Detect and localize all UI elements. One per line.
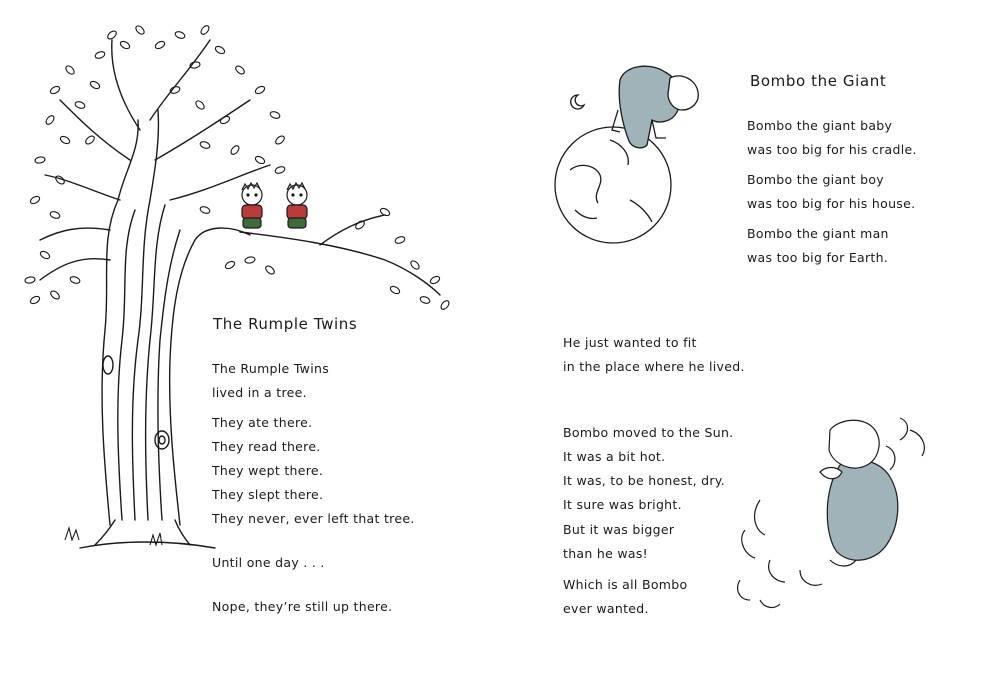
poem-title-bombo-the-giant: Bombo the Giant bbox=[750, 72, 887, 90]
poem-line: They slept there. bbox=[212, 487, 324, 502]
poem-line: But it was bigger bbox=[563, 522, 675, 537]
bombo-stanza-5 bbox=[563, 421, 733, 517]
poem-line: They read there. bbox=[212, 439, 321, 454]
poem-line: It sure was bright. bbox=[563, 497, 682, 512]
poem-line: Bombo the giant boy bbox=[747, 172, 884, 187]
rumple-twins bbox=[242, 183, 307, 228]
poem-line: They never, ever left that tree. bbox=[212, 511, 415, 526]
poem-line: He just wanted to fit bbox=[563, 335, 697, 350]
giant-head bbox=[668, 76, 698, 110]
earth-globe bbox=[555, 127, 671, 243]
poem-line: was too big for his cradle. bbox=[747, 142, 917, 157]
moon-crescent bbox=[571, 95, 584, 109]
poem-line: They wept there. bbox=[212, 463, 324, 478]
poem-line: Bombo moved to the Sun. bbox=[563, 425, 734, 440]
bombo-stanza-3 bbox=[747, 222, 889, 270]
tree-leaves bbox=[25, 24, 451, 311]
poem-line: in the place where he lived. bbox=[563, 359, 745, 374]
rumple-stanza-2 bbox=[212, 411, 415, 531]
poem-line: They ate there. bbox=[212, 415, 313, 430]
poem-line: ever wanted. bbox=[563, 601, 649, 616]
poem-line: The Rumple Twins bbox=[212, 361, 330, 376]
bombo-stanza-2 bbox=[747, 168, 915, 216]
rumple-stanza-1 bbox=[212, 357, 329, 405]
poem-line: lived in a tree. bbox=[212, 385, 307, 400]
poem-line: than he was! bbox=[563, 546, 648, 561]
bombo-stanza-6 bbox=[563, 518, 674, 566]
bombo-stanza-7 bbox=[563, 573, 687, 621]
poem-line: Bombo the giant baby bbox=[747, 118, 893, 133]
poem-line: was too big for his house. bbox=[747, 196, 916, 211]
bombo-stanza-1 bbox=[747, 114, 917, 162]
poem-line: was too big for Earth. bbox=[747, 250, 889, 265]
twin-right bbox=[287, 183, 307, 228]
poem-line: Bombo the giant man bbox=[747, 226, 889, 241]
giant-on-sun-illustration bbox=[738, 418, 925, 607]
poem-line: Which is all Bombo bbox=[563, 577, 688, 592]
poem-line: It was, to be honest, dry. bbox=[563, 473, 726, 488]
poem-title-rumple-twins: The Rumple Twins bbox=[213, 315, 358, 333]
twin-left bbox=[242, 183, 262, 228]
rumple-stanza-4: Nope, they’re still up there. bbox=[212, 599, 393, 614]
poem-line: It was a bit hot. bbox=[563, 449, 666, 464]
bombo-stanza-4 bbox=[563, 331, 745, 379]
giant-on-earth-illustration bbox=[555, 66, 698, 243]
rumple-stanza-3: Until one day . . . bbox=[212, 555, 325, 570]
giant-face-sun bbox=[829, 420, 879, 468]
